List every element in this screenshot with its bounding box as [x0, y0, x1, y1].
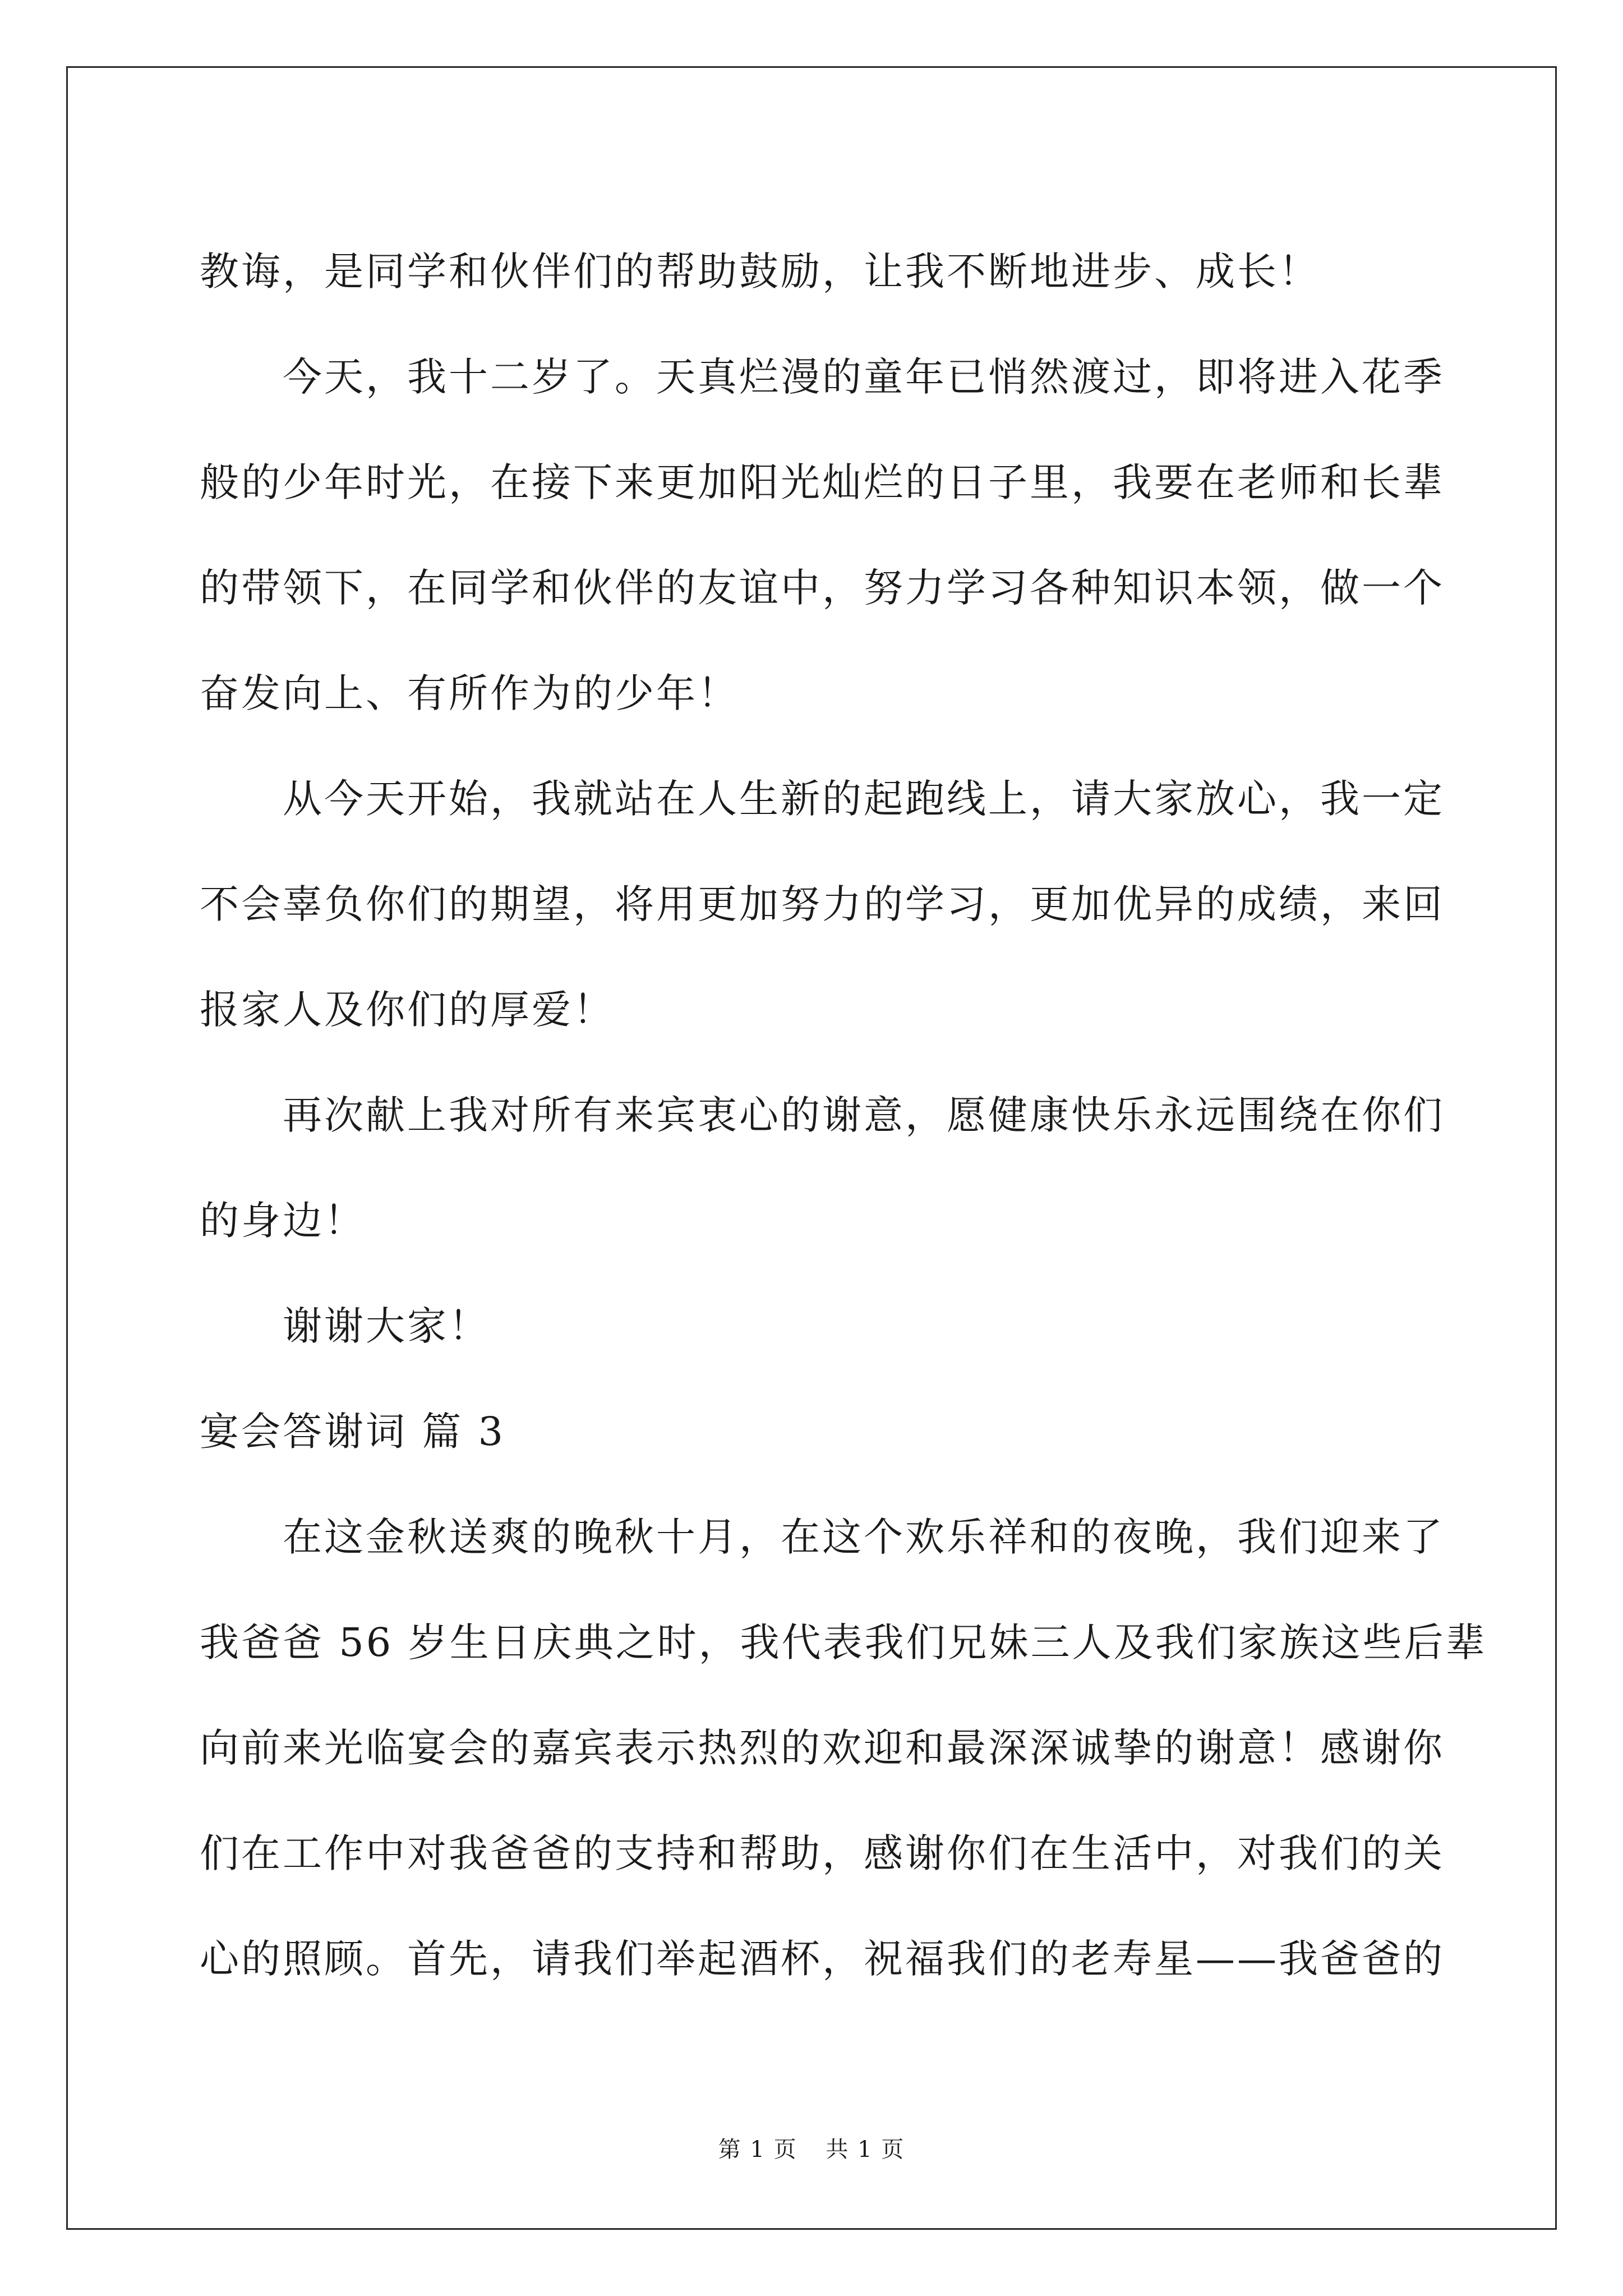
text-line: 教诲，是同学和伙伴们的帮助鼓励，让我不断地进步、成长！ — [200, 249, 1320, 295]
text-line: 们在工作中对我爸爸的支持和帮助，感谢你们在生活中，对我们的关 — [200, 1830, 1445, 1876]
text-line: 从今天开始，我就站在人生新的起跑线上，请大家放心，我一定 — [283, 776, 1445, 822]
document-body — [200, 219, 1487, 2012]
text-line: 奋发向上、有所作为的少年！ — [200, 670, 739, 716]
text-line: 今天，我十二岁了。天真烂漫的童年已悄然渡过，即将进入花季 — [283, 354, 1445, 400]
text-line: 心的照顾。首先，请我们举起酒杯，祝福我们的老寿星——我爸爸的 — [200, 1936, 1445, 1982]
text-line: 不会辜负你们的期望，将用更加努力的学习，更加优异的成绩，来回 — [200, 881, 1445, 927]
section-heading: 宴会答谢词 篇 3 — [200, 1409, 506, 1455]
text-line: 报家人及你们的厚爱！ — [200, 987, 615, 1033]
page-footer — [0, 2132, 1623, 2164]
text-line: 我爸爸 56 岁生日庆典之时，我代表我们兄妹三人及我们家族这些后辈 — [200, 1619, 1487, 1665]
text-line: 再次献上我对所有来宾衷心的谢意，愿健康快乐永远围绕在你们 — [283, 1092, 1445, 1138]
text-line: 的带领下，在同学和伙伴的友谊中，努力学习各种知识本领，做一个 — [200, 565, 1445, 611]
text-line: 般的少年时光，在接下来更加阳光灿烂的日子里，我要在老师和长辈 — [200, 459, 1445, 505]
text-line: 向前来光临宴会的嘉宾表示热烈的欢迎和最深深诚挚的谢意！感谢你 — [200, 1725, 1445, 1771]
text-line: 的身边！ — [200, 1198, 366, 1244]
page-number: 第 1 页 — [718, 2137, 797, 2162]
text-line: 在这金秋送爽的晚秋十月，在这个欢乐祥和的夜晚，我们迎来了 — [283, 1514, 1445, 1560]
text-line: 谢谢大家！ — [283, 1303, 490, 1349]
page-total: 共 1 页 — [826, 2137, 905, 2162]
